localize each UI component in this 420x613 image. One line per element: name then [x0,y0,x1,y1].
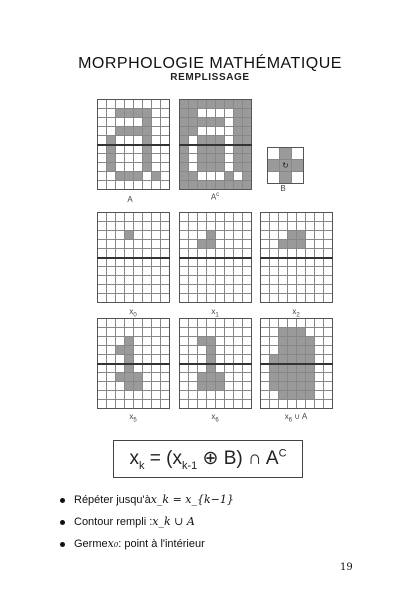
page-title: MORPHOLOGIE MATHÉMATIQUE [78,55,342,72]
grid-x6 [179,318,252,409]
grid-x5 [97,318,170,409]
grid-x0 [97,212,170,303]
label-x1: $x_1$ [211,307,219,319]
formula-box [113,440,303,478]
bullet-icon [60,542,65,547]
label-x2: $x_2$ [292,307,300,319]
label-A: A [127,195,133,204]
grid-Ac [179,99,252,190]
bullet-list [60,489,234,555]
label-x5: $x_5$ [129,412,137,424]
bullet-icon [60,498,65,503]
label-x0: $x_0$ [129,307,137,319]
label-Ac: $A^c$ [210,192,220,202]
grid-A [97,99,170,190]
page-number: 19 [340,562,353,573]
bullet-item: Contour rempli : x_k ∪ A [60,511,234,533]
grid-x2 [260,212,333,303]
filling-formula: $x_k = (x_{k-1}$ ⊕ B) ∩ $A^C$ [129,447,287,472]
label-B: B [280,184,286,193]
page-subtitle: REMPLISSAGE [170,72,250,83]
bullet-item: Germe x₀ : point à l'intérieur [60,533,234,555]
bullet-icon [60,520,65,525]
structuring-element-B: ↻ [267,147,304,184]
label-x6: $x_6$ [211,412,219,424]
grid-x6-union-A [260,318,333,409]
bullet-item: Répéter jusqu'à x_k = x_{k−1} [60,489,234,511]
grid-x1 [179,212,252,303]
label-x6-union-A: $x_6$ ∪ A [284,412,308,424]
